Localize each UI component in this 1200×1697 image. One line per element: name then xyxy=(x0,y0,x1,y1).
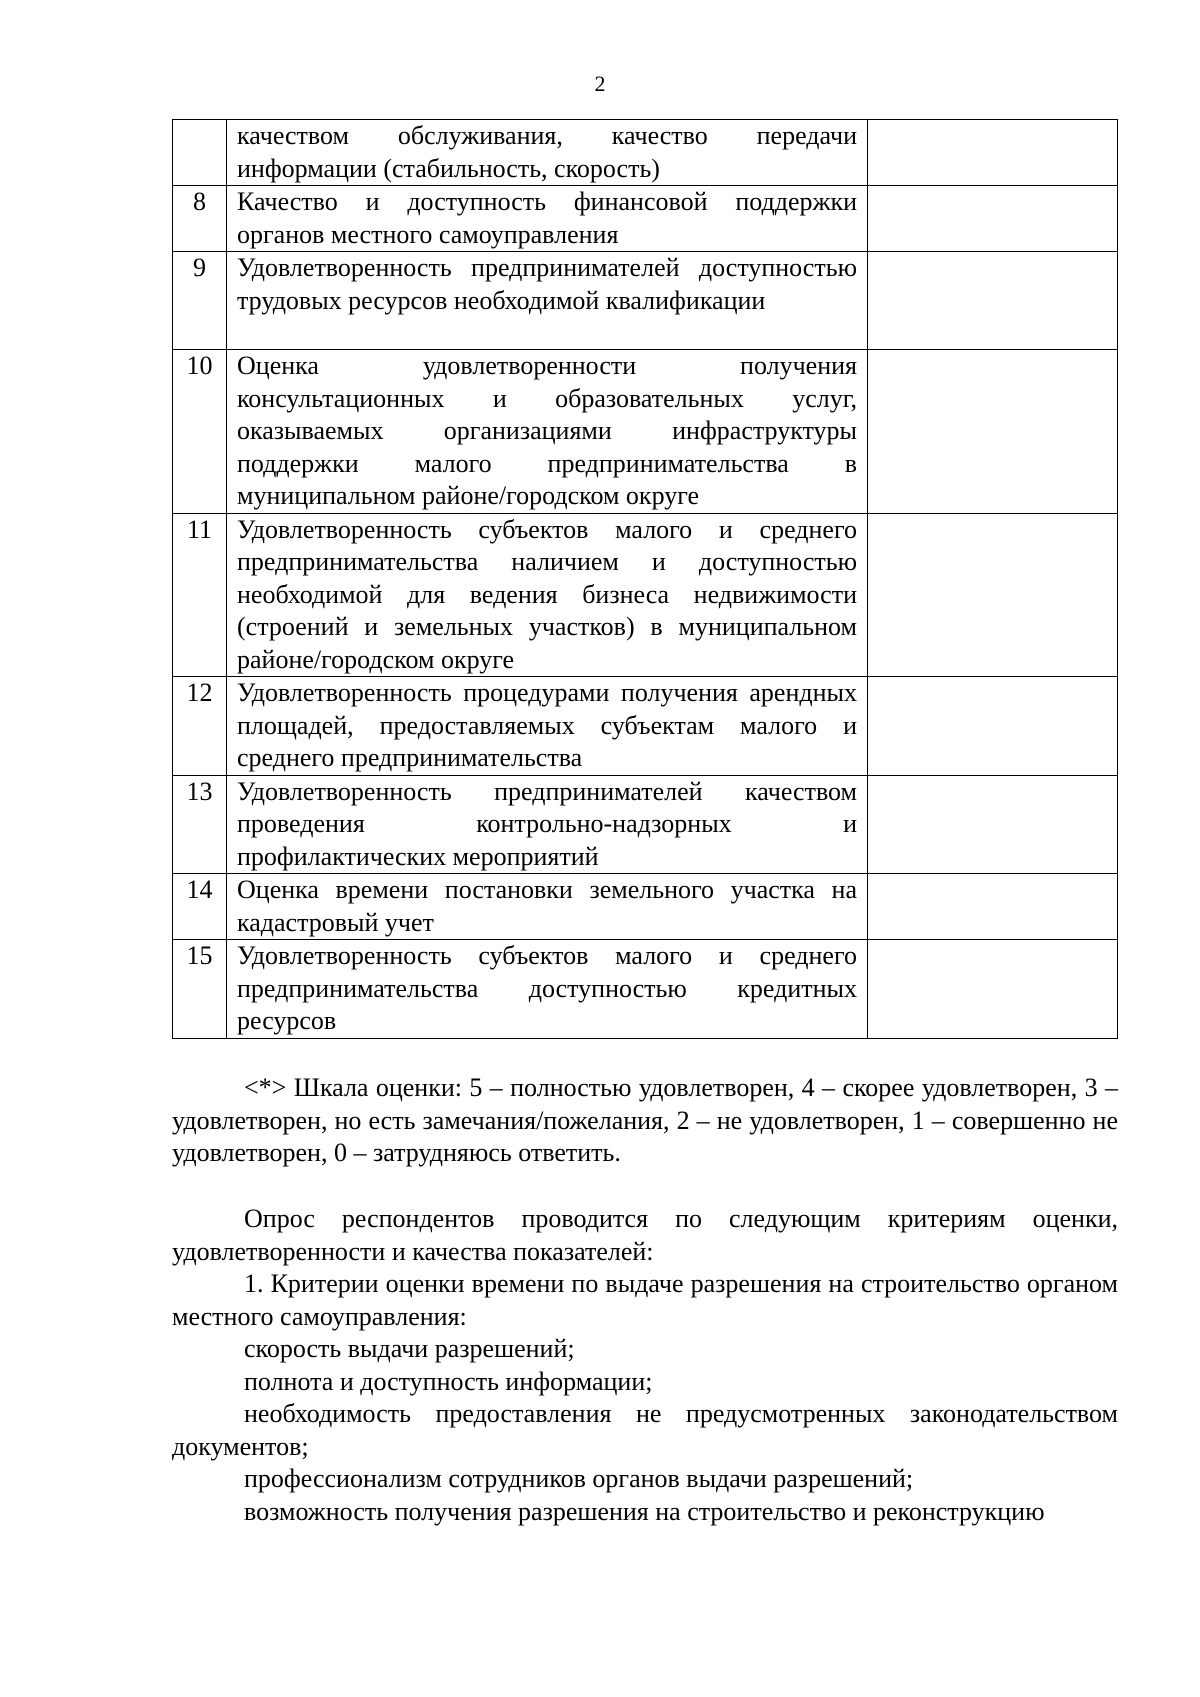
table-row xyxy=(173,252,1118,350)
row-criterion: Удовлетворенность предпринимателей качеством проведения контрольно-надзорных и профилактических мероприятий xyxy=(227,775,868,874)
row-score-cell xyxy=(868,940,1118,1039)
row-number: 8 xyxy=(173,186,227,252)
survey-criteria-block xyxy=(172,1203,1118,1528)
criterion-line: необходимость предоставления не предусмотренных законодательством документов; xyxy=(172,1399,1118,1461)
table-row xyxy=(173,513,1118,677)
row-score-cell xyxy=(868,677,1118,776)
table-row xyxy=(173,940,1118,1039)
survey-intro: Опрос респондентов проводится по следующим критериям оценки, удовлетворенности и качества показателей: xyxy=(172,1204,1118,1266)
row-score-cell xyxy=(868,186,1118,252)
table-row xyxy=(173,874,1118,940)
row-criterion: Удовлетворенность субъектов малого и среднего предпринимательства доступностью кредитных ресурсов xyxy=(227,940,868,1039)
criteria-table xyxy=(172,119,1118,1039)
row-number: 9 xyxy=(173,252,227,350)
row-score-cell xyxy=(868,874,1118,940)
row-score-cell xyxy=(868,513,1118,677)
rating-scale-footnote: <*> Шкала оценки: 5 – полностью удовлетворен, 4 – скорее удовлетворен, 3 – удовлетворен, но есть замечания/пожелания, 2 – не удовлетворен, 1 – совершенно не удовлетворен, 0 – затрудняюсь ответить. xyxy=(172,1073,1118,1167)
row-criterion: Оценка удовлетворенности получения консультационных и образовательных услуг, оказываемых организациями инфраструктуры поддержки малого предпринимательства в муниципальном районе/городском округе xyxy=(227,350,868,514)
page-number: 2 xyxy=(594,71,606,96)
footnote-block xyxy=(172,1072,1118,1170)
table-row xyxy=(173,677,1118,776)
row-number: 12 xyxy=(173,677,227,776)
row-criterion: Оценка времени постановки земельного участка на кадастровый учет xyxy=(227,874,868,940)
criterion-line: скорость выдачи разрешений; xyxy=(244,1334,575,1363)
row-criterion: Удовлетворенность процедурами получения арендных площадей, предоставляемых субъектам малого и среднего предпринимательства xyxy=(227,677,868,776)
row-number: 14 xyxy=(173,874,227,940)
row-score-cell xyxy=(868,252,1118,350)
row-number: 11 xyxy=(173,513,227,677)
row-score-cell xyxy=(868,350,1118,514)
row-number: 13 xyxy=(173,775,227,874)
row-criterion: Удовлетворенность предпринимателей доступностью трудовых ресурсов необходимой квалификации xyxy=(227,252,868,350)
row-number xyxy=(173,120,227,186)
row-criterion: качеством обслуживания, качество передачи информации (стабильность, скорость) xyxy=(227,120,868,186)
row-score-cell xyxy=(868,120,1118,186)
table-row xyxy=(173,350,1118,514)
row-criterion: Качество и доступность финансовой поддержки органов местного самоуправления xyxy=(227,186,868,252)
criterion-line: возможность получения разрешения на строительство и реконструкцию xyxy=(244,1496,1045,1526)
table-row xyxy=(173,775,1118,874)
table-row xyxy=(173,120,1118,186)
criterion-line: полнота и доступность информации; xyxy=(244,1366,653,1396)
row-number: 10 xyxy=(173,350,227,514)
row-score-cell xyxy=(868,775,1118,874)
table-row xyxy=(173,186,1118,252)
criteria-item-1: 1. Критерии оценки времени по выдаче разрешения на строительство органом местного самоуправления: xyxy=(172,1269,1118,1331)
row-criterion: Удовлетворенность субъектов малого и среднего предпринимательства наличием и доступностью необходимой для ведения бизнеса недвижимости (строений и земельных участков) в муниципальном районе/городском округе xyxy=(227,513,868,677)
row-number: 15 xyxy=(173,940,227,1039)
criterion-line: профессионализм сотрудников органов выдачи разрешений; xyxy=(244,1464,914,1493)
